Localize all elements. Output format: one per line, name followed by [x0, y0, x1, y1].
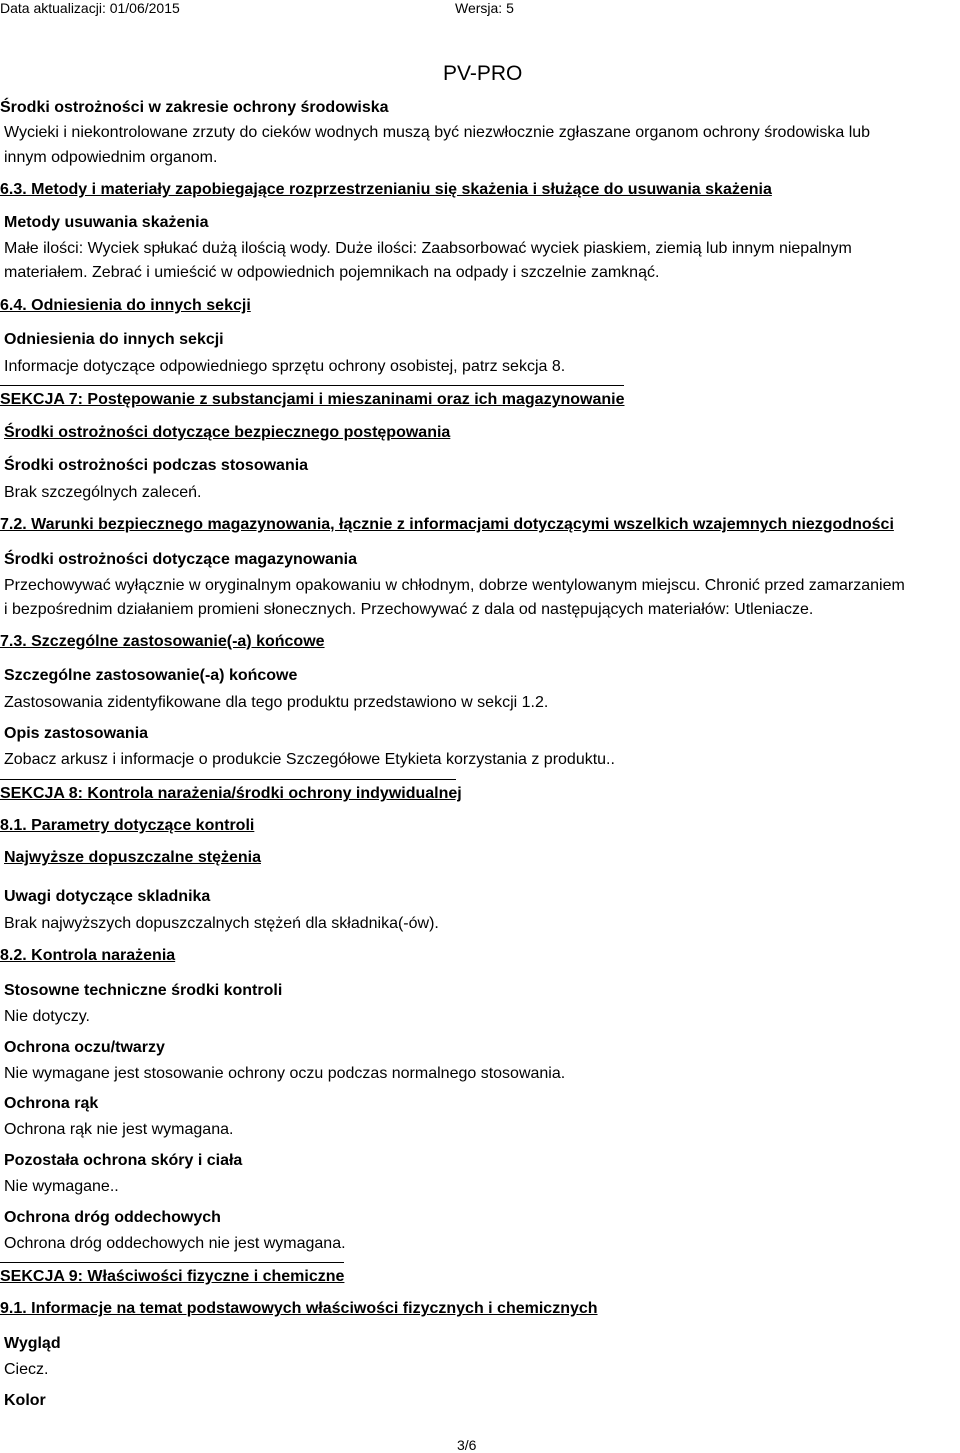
revision-date: Data aktualizacji: 01/06/2015 — [0, 0, 180, 16]
handling-precautions-heading: Środki ostrożności podczas stosowania — [4, 457, 309, 474]
section-7-2-heading: 7.2. Warunki bezpiecznego magazynowania, łącznie z informacjami dotyczącymi wszelkich wzajemnych niezgodności — [0, 516, 894, 533]
exposure-limits-heading: Najwyższe dopuszczalne stężenia — [4, 849, 261, 866]
respiratory-protection-heading: Ochrona dróg oddechowych — [4, 1209, 221, 1226]
references-text: Informacje dotyczące odpowiedniego sprzętu ochrony osobistej, patrz sekcja 8. — [4, 358, 566, 375]
ingredient-notes-text: Brak najwyższych dopuszczalnych stężeń dla składnika(-ów). — [4, 915, 439, 932]
hand-protection-heading: Ochrona rąk — [4, 1095, 99, 1112]
usage-description-heading: Opis zastosowania — [4, 725, 149, 742]
section-6-4-heading: 6.4. Odniesienia do innych sekcji — [0, 297, 251, 314]
section-9-top-rule — [0, 1262, 344, 1263]
env-text-line1: Wycieki i niekontrolowane zrzuty do cieków wodnych muszą być niezwłocznie zgłaszane organom ochrony środowiska lub — [4, 124, 871, 141]
section-8-2-heading: 8.2. Kontrola narażenia — [0, 947, 176, 964]
ingredient-notes-heading: Uwagi dotyczące skladnika — [4, 888, 211, 905]
section-8-top-rule — [0, 779, 456, 780]
engineering-controls-text: Nie dotyczy. — [4, 1008, 90, 1025]
cleanup-text-line2: materiałem. Zebrać i umieścić w odpowiednich pojemnikach na odpady i szczelnie zamknąć. — [4, 264, 660, 281]
page-number: 3/6 — [457, 1437, 477, 1453]
appearance-heading: Wygląd — [4, 1335, 61, 1352]
section-7-top-rule — [0, 385, 624, 386]
hand-protection-text: Ochrona rąk nie jest wymagana. — [4, 1121, 234, 1138]
section-8-title: SEKCJA 8: Kontrola narażenia/środki ochrony indywidualnej — [0, 785, 462, 802]
section-9-1-heading: 9.1. Informacje na temat podstawowych właściwości fizycznych i chemicznych — [0, 1300, 598, 1317]
section-9-title: SEKCJA 9: Właściwości fizyczne i chemiczne — [0, 1268, 345, 1285]
section-7-3-heading: 7.3. Szczególne zastosowanie(-a) końcowe — [0, 633, 325, 650]
cleanup-text-line1: Małe ilości: Wyciek spłukać dużą ilością wody. Duże ilości: Zaabsorbować wyciek piaskiem, ziemią lub innym niepalnym — [4, 240, 852, 257]
section-6-3-heading: 6.3. Metody i materiały zapobiegające rozprzestrzenianiu się skażenia i służące do usuwania skażenia — [0, 181, 772, 198]
respiratory-protection-text: Ochrona dróg oddechowych nie jest wymagana. — [4, 1235, 346, 1252]
handling-text: Brak szczególnych zaleceń. — [4, 484, 202, 501]
version-label: Wersja: 5 — [455, 0, 514, 16]
section-7-1-heading: Środki ostrożności dotyczące bezpiecznego postępowania — [4, 424, 451, 441]
cleanup-methods-heading: Metody usuwania skażenia — [4, 214, 209, 231]
section-7-title: SEKCJA 7: Postępowanie z substancjami i mieszaninami oraz ich magazynowanie — [0, 391, 625, 408]
product-name: PV-PRO — [443, 62, 523, 85]
usage-description-text: Zobacz arkusz i informacje o produkcie Szczegółowe Etykieta korzystania z produktu.. — [4, 751, 615, 768]
storage-text-line2: i bezpośrednim działaniem promieni słonecznych. Przechowywać z dala od następujących materiałów: Utleniacze. — [4, 601, 814, 618]
end-uses-heading: Szczególne zastosowanie(-a) końcowe — [4, 667, 298, 684]
skin-protection-text: Nie wymagane.. — [4, 1178, 119, 1195]
color-heading: Kolor — [4, 1392, 46, 1409]
storage-text-line1: Przechowywać wyłącznie w oryginalnym opakowaniu w chłodnym, dobrze wentylowanym miejscu. Chronić przed zamarzaniem — [4, 577, 905, 594]
env-text-line2: innym odpowiednim organom. — [4, 149, 218, 166]
skin-protection-heading: Pozostała ochrona skóry i ciała — [4, 1152, 243, 1169]
eye-protection-text: Nie wymagane jest stosowanie ochrony oczu podczas normalnego stosowania. — [4, 1065, 566, 1082]
references-heading: Odniesienia do innych sekcji — [4, 331, 224, 348]
appearance-text: Ciecz. — [4, 1361, 49, 1378]
env-precautions-heading: Środki ostrożności w zakresie ochrony środowiska — [0, 99, 389, 116]
section-8-1-heading: 8.1. Parametry dotyczące kontroli — [0, 817, 255, 834]
eye-protection-heading: Ochrona oczu/twarzy — [4, 1039, 165, 1056]
engineering-controls-heading: Stosowne techniczne środki kontroli — [4, 982, 283, 999]
storage-precautions-heading: Środki ostrożności dotyczące magazynowania — [4, 551, 357, 568]
end-uses-text: Zastosowania zidentyfikowane dla tego produktu przedstawiono w sekcji 1.2. — [4, 694, 549, 711]
